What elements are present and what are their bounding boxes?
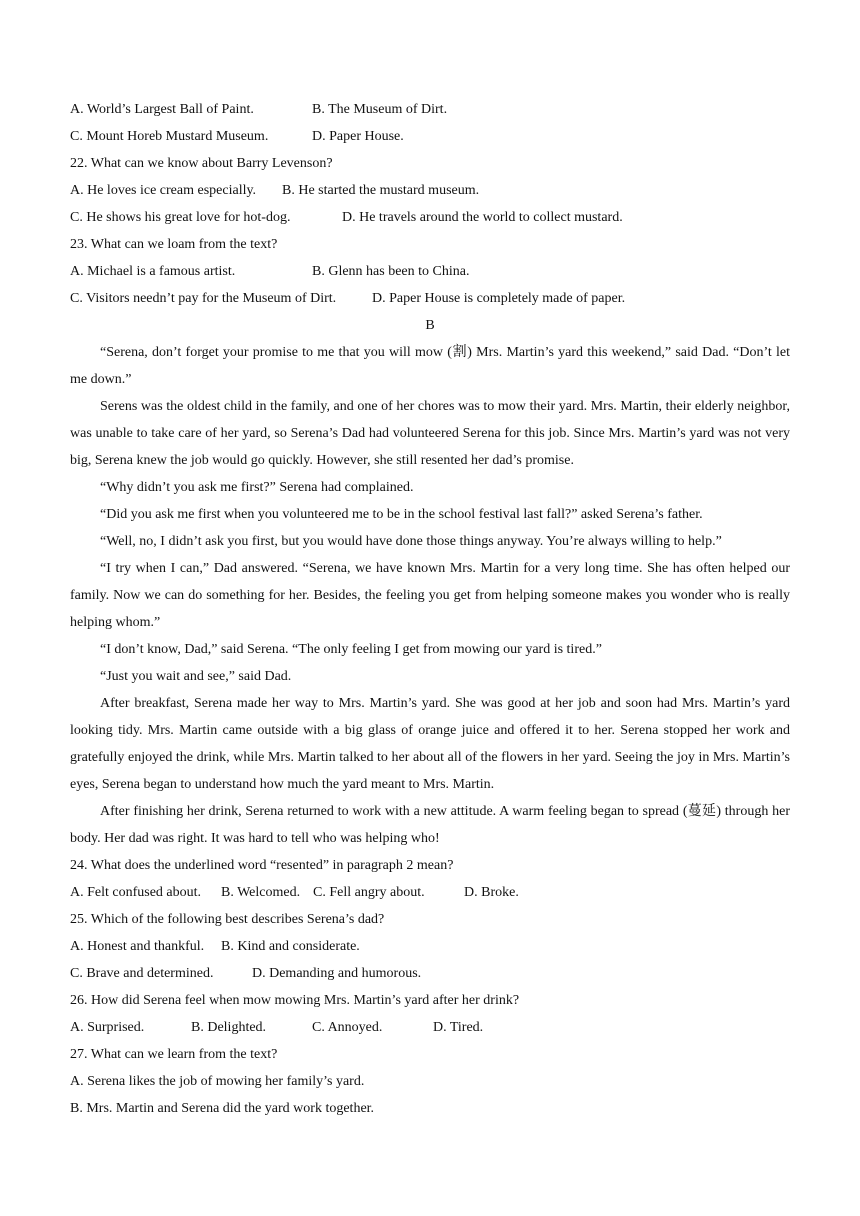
q26-option-d: D. Tired. — [433, 1020, 484, 1035]
q25-options-row-1 — [70, 933, 790, 960]
q23-option-d: D. Paper House is completely made of paper. — [372, 291, 626, 306]
q25-option-c: C. Brave and determined. — [70, 966, 214, 981]
q24-option-b: B. Welcomed. — [221, 885, 301, 900]
q25-stem: 25. Which of the following best describes Serena’s dad? — [70, 912, 385, 927]
q25-option-d: D. Demanding and humorous. — [252, 966, 422, 981]
q27-option-b: B. Mrs. Martin and Serena did the yard work together. — [70, 1101, 375, 1116]
q24-option-d: D. Broke. — [464, 885, 519, 900]
q22-option-b: B. He started the mustard museum. — [282, 183, 480, 198]
q24-option-a: A. Felt confused about. — [70, 885, 202, 900]
q26-option-c: C. Annoyed. — [312, 1020, 383, 1035]
q22-options-row-1 — [70, 177, 790, 204]
passage-paragraph: “Why didn’t you ask me first?” Serena had complained. — [100, 480, 414, 495]
q21-options-row-1 — [70, 96, 790, 123]
section-heading: B — [425, 318, 435, 333]
q23-options-row-1 — [70, 258, 790, 285]
q22-option-a: A. He loves ice cream especially. — [70, 183, 257, 198]
q23-options-row-2 — [70, 285, 790, 312]
q23-stem: 23. What can we loam from the text? — [70, 237, 278, 252]
q26-option-a: A. Surprised. — [70, 1020, 145, 1035]
q21-option-a: A. World’s Largest Ball of Paint. — [70, 102, 254, 117]
passage-paragraph: “I don’t know, Dad,” said Serena. “The only feeling I get from mowing our yard is tired.” — [100, 642, 602, 657]
q22-options-row-2 — [70, 204, 790, 231]
q22-option-c: C. He shows his great love for hot-dog. — [70, 210, 291, 225]
q23-option-a: A. Michael is a famous artist. — [70, 264, 236, 279]
q22-stem: 22. What can we know about Barry Levenson? — [70, 156, 333, 171]
q21-option-c: C. Mount Horeb Mustard Museum. — [70, 129, 269, 144]
q22-option-d: D. He travels around the world to collect mustard. — [342, 210, 623, 225]
passage-paragraph: “Well, no, I didn’t ask you first, but you would have done those things anyway. You’re always willing to help.” — [100, 534, 722, 549]
exam-page — [70, 96, 790, 1122]
q24-options-row — [70, 879, 790, 906]
q21-option-b: B. The Museum of Dirt. — [312, 102, 448, 117]
q24-option-c: C. Fell angry about. — [313, 885, 425, 900]
q26-stem: 26. How did Serena feel when mow mowing Mrs. Martin’s yard after her drink? — [70, 993, 520, 1008]
passage-paragraph: After breakfast, Serena made her way to Mrs. Martin’s yard. She was good at her job and soon had Mrs. Martin’s yard looking tidy. Mrs. Martin came outside with a big glass of orange juice and offered it to her. Serena stopped her work and gratefully enjoyed the drink, while Mrs. Martin talked to her about all of the flowers in her yard. Seeing the joy in Mrs. Martin’s eyes, Serena began to understand how much the yard meant to Mrs. Martin. — [70, 696, 790, 792]
q25-option-a: A. Honest and thankful. — [70, 939, 205, 954]
q24-stem: 24. What does the underlined word “resented” in paragraph 2 mean? — [70, 858, 454, 873]
q26-option-b: B. Delighted. — [191, 1020, 267, 1035]
q21-option-d: D. Paper House. — [312, 129, 404, 144]
q27-stem: 27. What can we learn from the text? — [70, 1047, 278, 1062]
passage-paragraph: “Serena, don’t forget your promise to me that you will mow (割) Mrs. Martin’s yard this weekend,” said Dad. “Don’t let me down.” — [70, 345, 790, 387]
passage-paragraph: “Did you ask me first when you volunteered me to be in the school festival last fall?” asked Serena’s father. — [100, 507, 703, 522]
q25-option-b: B. Kind and considerate. — [221, 939, 360, 954]
q25-options-row-2 — [70, 960, 790, 987]
q23-option-c: C. Visitors needn’t pay for the Museum of Dirt. — [70, 291, 337, 306]
q23-option-b: B. Glenn has been to China. — [312, 264, 470, 279]
q21-options-row-2 — [70, 123, 790, 150]
passage-paragraph: Serens was the oldest child in the family, and one of her chores was to mow their yard. Mrs. Martin, their elderly neighbor, was unable to take care of her yard, so Serena’s Dad had volunteered Serena for this job. Since Mrs. Martin’s yard was not very big, Serena knew the job would go quickly. However, she still resented her dad’s promise. — [70, 399, 790, 468]
passage-paragraph: “Just you wait and see,” said Dad. — [100, 669, 292, 684]
q26-options-row — [70, 1014, 790, 1041]
passage-paragraph: “I try when I can,” Dad answered. “Serena, we have known Mrs. Martin for a very long time. She has often helped our family. Now we can do something for her. Besides, the feeling you get from helping someone makes you wonder who is really helping whom.” — [70, 561, 790, 630]
passage-paragraph: After finishing her drink, Serena returned to work with a new attitude. A warm feeling began to spread (蔓延) through her body. Her dad was right. It was hard to tell who was helping who! — [70, 804, 790, 846]
q27-option-a: A. Serena likes the job of mowing her family’s yard. — [70, 1074, 365, 1089]
